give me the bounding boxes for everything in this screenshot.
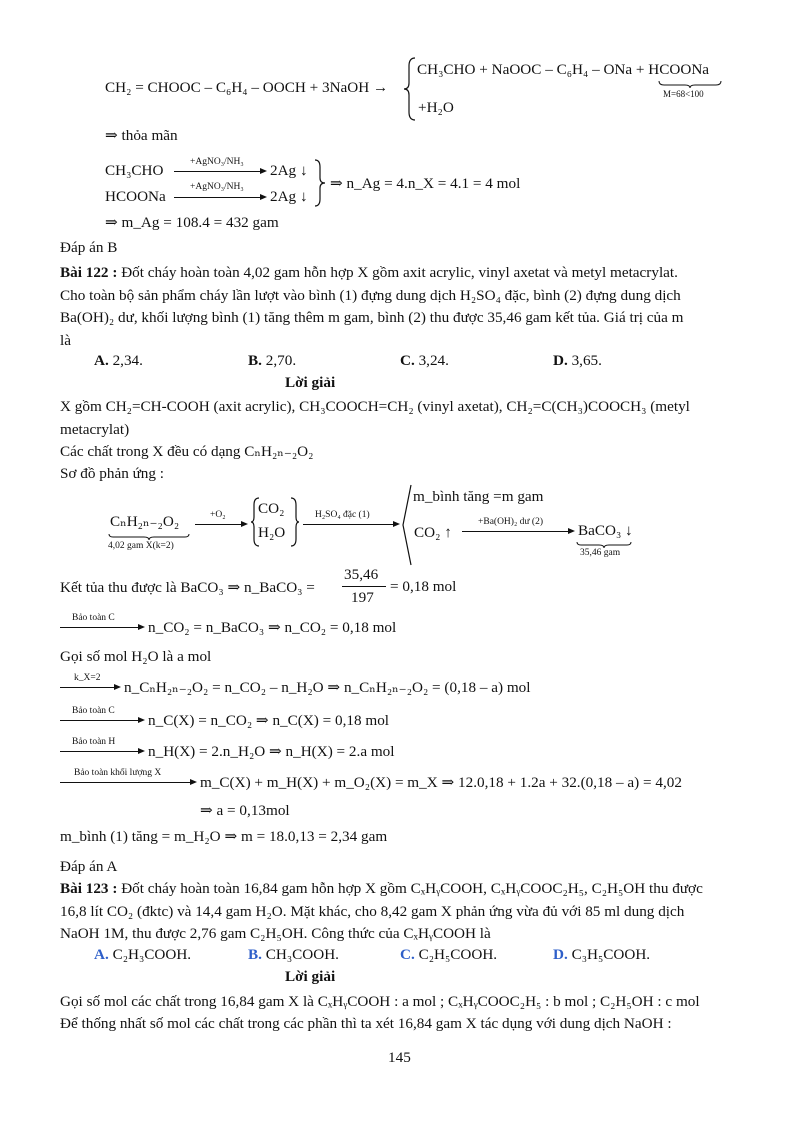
- baoh2-arrow: [462, 531, 568, 532]
- ag1-arrow-head: [260, 168, 267, 174]
- o2-arrow-head: [241, 521, 248, 527]
- o2-arrow: [195, 524, 241, 525]
- branch-baco3: BaCO₃ ↓: [578, 522, 633, 539]
- page-number: 145: [388, 1049, 411, 1066]
- problem-122-line3: Ba(OH)₂ dư, khối lượng bình (1) tăng thêm m gam, bình (2) thu được 35,46 gam kết tủa. Giá trị của m: [60, 309, 684, 326]
- option-b: B. 2,70.: [248, 352, 297, 369]
- cons-line-1: n_CO₂ = n_BaCO₃ ⇒ n_CO₂ = 0,18 mol: [148, 619, 397, 636]
- option-123-c: C. C₂H₅COOH.: [400, 946, 498, 963]
- solution-122-h2o-line: Gọi số mol H₂O là a mol: [60, 648, 212, 665]
- cons-mass-label: Bảo toàn khối lượng X: [74, 768, 162, 778]
- reactant-underbrace: [108, 533, 190, 541]
- solution-123-line1: Gọi số mol các chất trong 16,84 gam X là CₓHᵧCOOH : a mol ; CₓHᵧCOOC₂H₅ : b mol ; C₂H₅OH : c mol: [60, 993, 700, 1010]
- solution-title-122: Lời giải: [285, 374, 336, 391]
- problem-122-line4: là: [60, 332, 71, 349]
- branch-bracket: [402, 484, 412, 566]
- products-right-brace: [290, 496, 300, 548]
- product-co2: CO₂: [258, 500, 285, 517]
- ag2-left: HCOONa: [105, 188, 166, 205]
- problem-122-title: Bài 122 :: [60, 264, 118, 281]
- mass-ag: ⇒ m_Ag = 108.4 = 432 gam: [105, 214, 279, 231]
- cons-arrow-2: [60, 687, 114, 688]
- precipitate-left: Kết tủa thu được là BaCO₃ ⇒ n_BaCO₃ =: [60, 579, 315, 596]
- fraction-denominator: 197: [351, 589, 374, 606]
- ag2-arrow: [174, 197, 260, 198]
- cons-line-6: ⇒ a = 0,13mol: [200, 802, 290, 819]
- cons-arrow-head-1: [138, 624, 145, 630]
- solution-122-line1: X gồm CH₂=CH-COOH (axit acrylic), CH₃COOCH=CH₂ (vinyl axetat), CH₂=C(CH₃)COOCH₃ (metyl: [60, 398, 690, 415]
- ag-result: ⇒ n_Ag = 4.n_X = 4.1 = 4 mol: [330, 175, 521, 192]
- diagram-reactant: CₙH₂ₙ₋₂O₂: [110, 513, 180, 530]
- underbrace: [658, 80, 722, 89]
- option-123-d: D. C₃H₅COOH.: [553, 946, 651, 963]
- cons-line-3: n_C(X) = n_CO₂ ⇒ n_C(X) = 0,18 mol: [148, 712, 390, 729]
- solution-122-line2: metacrylat): [60, 421, 130, 438]
- problem-123-line1: Bài 123 : Đốt cháy hoàn toàn 16,84 gam hỗn hợp X gồm CₓHᵧCOOH, CₓHᵧCOOC₂H₅, C₂H₅OH thu được: [60, 880, 703, 897]
- baco3-underlabel: 35,46 gam: [580, 548, 621, 558]
- ag1-right: 2Ag ↓: [270, 162, 308, 179]
- h2so4-arrow-head: [393, 521, 400, 527]
- cons-arrow-head-4: [138, 748, 145, 754]
- ag1-left: CH₃CHO: [105, 162, 164, 179]
- option-a: A. 2,34.: [94, 352, 143, 369]
- satisfy-text: ⇒ thỏa mãn: [105, 127, 178, 144]
- underbrace-label: M=68<100: [663, 89, 704, 99]
- branch-mass-increase: m_bình tăng =m gam: [413, 488, 544, 505]
- h2so4-arrow-label: H₂SO₄ đặc (1): [315, 510, 370, 520]
- answer-b: Đáp án B: [60, 239, 118, 256]
- problem-122-line1: Bài 122 : Đốt cháy hoàn toàn 4,02 gam hỗn hợp X gồm axit acrylic, vinyl axetat và metyl metacrylat.: [60, 264, 678, 281]
- cons-arrow-head-5: [190, 779, 197, 785]
- solution-title-123: Lời giải: [285, 968, 336, 985]
- cons-line-2: n_CₙH₂ₙ₋₂O₂ = n_CO₂ – n_H₂O ⇒ n_CₙH₂ₙ₋₂O₂ = (0,18 – a) mol: [124, 679, 531, 696]
- equation-right-line1: CH₃CHO + NaOOC – C₆H₄ – ONa + HCOONa: [417, 61, 710, 78]
- ag1-arrow-label: +AgNO₃/NH₃: [190, 157, 244, 167]
- ag2-arrow-label: +AgNO₃/NH₃: [190, 182, 244, 192]
- curly-brace: [403, 56, 417, 122]
- cons-arrow-3: [60, 720, 138, 721]
- cons-c-label-2: Bảo toàn C: [72, 706, 115, 716]
- solution-122-line3: Các chất trong X đều có dạng CₙH₂ₙ₋₂O₂: [60, 443, 314, 460]
- option-d: D. 3,65.: [553, 352, 602, 369]
- cons-line-7: m_bình (1) tăng = m_H₂O ⇒ m = 18.0,13 = 2,34 gam: [60, 828, 388, 845]
- precipitate-right: = 0,18 mol: [390, 578, 457, 595]
- solution-123-line2: Để thống nhất số mol các chất trong các phần thì ta xét 16,84 gam X tác dụng với dung dịch NaOH :: [60, 1015, 672, 1032]
- branch-co2: CO₂ ↑: [414, 524, 452, 541]
- cons-arrow-head-2: [114, 684, 121, 690]
- fraction-bar: [342, 586, 386, 587]
- o2-arrow-label: +O₂: [210, 510, 226, 520]
- right-brace: [314, 158, 326, 208]
- problem-123-title: Bài 123 :: [60, 880, 118, 897]
- answer-a: Đáp án A: [60, 858, 118, 875]
- option-c: C. 3,24.: [400, 352, 449, 369]
- cons-arrow-1: [60, 627, 138, 628]
- ag2-arrow-head: [260, 194, 267, 200]
- option-123-a: A. C₂H₃COOH.: [94, 946, 192, 963]
- solution-122-line4: Sơ đồ phản ứng :: [60, 465, 165, 482]
- fraction-numerator: 35,46: [344, 566, 379, 583]
- baoh2-arrow-label: +Ba(OH)₂ dư (2): [478, 517, 543, 527]
- cons-arrow-head-3: [138, 717, 145, 723]
- cons-line-5: m_C(X) + m_H(X) + m_O₂(X) = m_X ⇒ 12.0,18 + 1.2a + 32.(0,18 – a) = 4,02: [200, 774, 682, 791]
- cons-arrow-4: [60, 751, 138, 752]
- cons-line-4: n_H(X) = 2.n_H₂O ⇒ n_H(X) = 2.a mol: [148, 743, 395, 760]
- cons-h-label: Bảo toàn H: [72, 737, 116, 747]
- product-h2o: H₂O: [258, 524, 286, 541]
- ag2-right: 2Ag ↓: [270, 188, 308, 205]
- option-123-b: B. CH₃COOH.: [248, 946, 339, 963]
- kx-label: k_X=2: [74, 673, 101, 683]
- h2so4-arrow: [303, 524, 393, 525]
- reactant-underlabel: 4,02 gam X(k=2): [108, 541, 174, 551]
- problem-122-line2: Cho toàn bộ sản phẩm cháy lần lượt vào bình (1) đựng dung dịch H₂SO₄ đặc, bình (2) đựng dung dịch: [60, 287, 681, 304]
- cons-arrow-5: [60, 782, 190, 783]
- baoh2-arrow-head: [568, 528, 575, 534]
- equation-right-line2: +H₂O: [418, 99, 454, 116]
- cons-c-label-1: Bảo toàn C: [72, 613, 115, 623]
- equation-left: CH₂ = CHOOC – C₆H₄ – OOCH + 3NaOH →: [105, 79, 389, 96]
- problem-123-line2: 16,8 lít CO₂ (đktc) và 14,4 gam H₂O. Mặt khác, cho 8,42 gam X phản ứng vừa đủ với 85 ml dung dịch: [60, 903, 685, 920]
- ag1-arrow: [174, 171, 260, 172]
- problem-123-line3: NaOH 1M, thu được 2,76 gam C₂H₅OH. Công thức của CₓHᵧCOOH là: [60, 925, 491, 942]
